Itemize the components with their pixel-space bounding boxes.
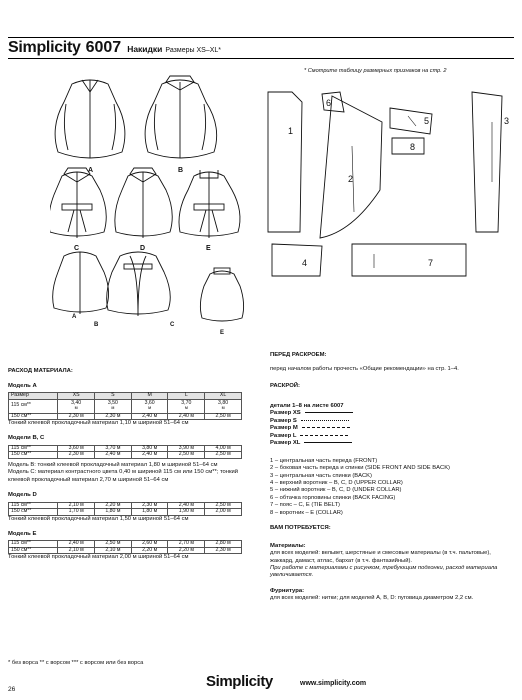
cell: 3,60 м (58, 445, 95, 451)
list-item: 3 – центральная часть спинки (BACK) (270, 472, 372, 479)
piece-num-8: 8 (410, 142, 416, 152)
page-header (8, 37, 514, 59)
view-a-drawing (55, 80, 125, 158)
list-item: 7 – пояс – C, E (TIE BELT) (270, 502, 340, 509)
cell: 2,50 м (205, 452, 242, 458)
size-legend-xl (270, 440, 514, 448)
col-size: Размер (9, 393, 58, 399)
need-title: ВАМ ПОТРЕБУЕТСЯ: (270, 525, 331, 532)
cell: 2,40 м (168, 413, 205, 419)
piece-num-6: 6 (326, 98, 332, 108)
cell (205, 399, 242, 413)
cell: 2,40 м (168, 502, 205, 508)
instructions-section (270, 352, 514, 603)
cell: 4,00 м (205, 445, 242, 451)
before-text: перед началом работы прочесть «Общие рекомендации» на стр. 1–4. (270, 365, 459, 372)
view-d-drawing (115, 168, 172, 238)
model-a-note: Тонкий клеевой прокладочный материал 1,10 м шириной 51–64 см (8, 420, 189, 426)
view-label-d: D (140, 245, 146, 252)
piece-num-2: 2 (348, 174, 354, 184)
cell: 2,50 м (168, 452, 205, 458)
cell: 2,20 м (95, 502, 132, 508)
notions-text: для всех моделей: нитки; для моделей А, B, D: пуговица диаметром 2,2 см. (270, 595, 474, 602)
model-b-note: Модель B: тонкий клеевой прокладочный материал 1,80 м шириной 51–64 см (8, 461, 218, 468)
row-width: 115 см** (9, 502, 58, 508)
cell: 2,10 м (58, 547, 95, 553)
cutting-title: РАСКРОЙ: (270, 382, 300, 389)
view-c-drawing (50, 168, 106, 238)
cell: 3,70 м (95, 445, 132, 451)
cell: 1,90 м (168, 509, 205, 515)
piece-num-4: 4 (302, 258, 308, 268)
piece-7 (352, 244, 466, 276)
model-d-label: Модель D (8, 492, 37, 499)
size-legend-label: Размер S (270, 417, 297, 424)
piece-num-1: 1 (288, 126, 294, 136)
model-c-note: Модель C: материал контрастного цвета 0,40 м шириной 115 см или 150 см**; тонкий клеевой прокладочный материал 2,70 м шириной 51–64 см (8, 469, 238, 483)
size-legend-label: Размер XL (270, 440, 301, 447)
line-solid (304, 442, 352, 443)
cell: 2,20 м (168, 547, 205, 553)
model-d-table (8, 502, 242, 516)
cell-value: 3,60 (144, 400, 155, 406)
pattern-number: 6007 (85, 39, 122, 56)
cell: 2,50 м (95, 541, 132, 547)
row-width: 150 см** (9, 452, 58, 458)
notions-title: Фурнитура: (270, 587, 305, 594)
garment-views (50, 72, 250, 354)
cell-value: 3,70 (181, 400, 192, 406)
back-label-b: B (94, 322, 99, 328)
cell (131, 399, 168, 413)
materials-italic-note: При работе с материалами с рисунком, требующим подгонки, расход материала увеличивается. (270, 564, 498, 579)
cell: 3,80 м (131, 445, 168, 451)
brand-name: Simplicity (8, 39, 81, 56)
cell: 2,00 м (205, 509, 242, 515)
model-e-label: Модель E (8, 530, 37, 537)
cell: 2,30 м (131, 502, 168, 508)
table-row (9, 452, 242, 458)
model-bc-label: Модели B, C (8, 435, 45, 442)
size-legend-label: Размер L (270, 432, 297, 439)
piece-3 (472, 92, 502, 232)
cell: 2,70 м (168, 541, 205, 547)
view-label-a: A (88, 167, 94, 174)
list-item: 2 – боковая часть переда и спинки (SIDE FRONT AND SIDE BACK) (270, 465, 450, 472)
table-row (9, 413, 242, 419)
cell: 2,10 м (58, 502, 95, 508)
cell: 2,10 м (95, 547, 132, 553)
list-item: 6 – обтачка горловины спинки (BACK FACING) (270, 494, 396, 501)
cell: 2,20 м (131, 547, 168, 553)
cell: 2,30 м (58, 413, 95, 419)
fabric-section (8, 368, 246, 562)
cell: 2,30 м (58, 452, 95, 458)
size-legend-m (270, 425, 514, 433)
cell-unit: м (111, 405, 115, 411)
pieces-list (270, 458, 514, 517)
row-width: 115 см** (9, 445, 58, 451)
col-l: L (168, 393, 205, 399)
size-legend-l (270, 433, 514, 441)
cell: 1,80 м (95, 509, 132, 515)
cell: 2,30 м (205, 547, 242, 553)
footer-url[interactable]: www.simplicity.com (300, 680, 367, 687)
list-item: 1 – центральная часть переда (FRONT) (270, 457, 378, 464)
model-a-table (8, 392, 242, 420)
cell: 1,70 м (58, 509, 95, 515)
fabric-title: РАСХОД МАТЕРИАЛА: (8, 368, 73, 374)
line-dash-dot (302, 427, 350, 428)
row-width: 115 см** (9, 541, 58, 547)
table-row (9, 509, 242, 515)
table-row (9, 547, 242, 553)
model-bc-table (8, 445, 242, 459)
cell: 2,40 м (95, 452, 132, 458)
model-d-note: Тонкий клеевой прокладочный материал 1,50 м шириной 51–64 см (8, 515, 189, 522)
cell: 2,40 м (58, 541, 95, 547)
col-xs: XS (58, 393, 95, 399)
size-legend-xs (270, 410, 514, 418)
cell-value: 3,40 (71, 400, 82, 406)
pattern-title: Накидки (127, 44, 163, 54)
cell-value: 3,80 (218, 400, 229, 406)
size-legend-label: Размер M (270, 425, 298, 432)
cell (95, 399, 132, 413)
cell (58, 399, 95, 413)
piece-4 (272, 244, 322, 276)
piece-num-7: 7 (428, 258, 434, 268)
cell-unit: м (184, 405, 188, 411)
cell (168, 399, 205, 413)
back-label-e: E (220, 330, 225, 336)
size-legend-s (270, 418, 514, 426)
list-item: 8 – воротник – E (COLLAR) (270, 509, 343, 516)
piece-num-5: 5 (424, 116, 430, 126)
piece-1 (268, 92, 302, 232)
before-title: ПЕРЕД РАСКРОЕМ: (270, 352, 327, 358)
cell: 2,40 м (131, 452, 168, 458)
back-label-a: A (72, 314, 77, 320)
cell: 2,80 м (205, 541, 242, 547)
col-m: M (131, 393, 168, 399)
view-b-drawing (145, 76, 217, 158)
back-label-c: C (170, 322, 175, 328)
list-item: 4 – верхний воротник – B, C, D (UPPER COLLAR) (270, 480, 403, 486)
cell-unit: м (148, 405, 152, 411)
pattern-pieces (262, 82, 514, 292)
pattern-sizes: Размеры XS–XL* (165, 47, 221, 54)
view-e-drawing (179, 170, 240, 238)
view-label-c: C (74, 245, 80, 252)
cell-unit: м (221, 405, 225, 411)
view-label-b: B (178, 167, 184, 174)
row-width: 150 см** (9, 413, 58, 419)
piece-2 (320, 96, 382, 238)
cell-unit: м (74, 405, 78, 411)
model-a-label: Модель А (8, 382, 37, 389)
row-width: 115 см** (9, 399, 58, 413)
cell: 2,40 м (131, 413, 168, 419)
row-width: 150 см** (9, 509, 58, 515)
footer-logo: Simplicity (206, 673, 273, 690)
cell-value: 3,50 (107, 400, 118, 406)
row-width: 150 см** (9, 547, 58, 553)
cell: 2,50 м (205, 413, 242, 419)
cell: 2,60 м (131, 541, 168, 547)
cell: 1,80 м (131, 509, 168, 515)
size-legend-label: Размер XS (270, 410, 301, 417)
list-item: 5 – нижний воротник – B, C, D (UNDER COLLAR) (270, 487, 402, 494)
piece-num-3: 3 (504, 116, 510, 126)
line-dashed (300, 435, 348, 436)
cutting-pieces-title: детали 1–8 на листе 6007 (270, 402, 344, 409)
line-solid (305, 412, 353, 413)
view-label-e: E (206, 245, 211, 252)
cell: 2,30 м (95, 413, 132, 419)
line-dotted (301, 420, 349, 421)
cell: 3,90 м (168, 445, 205, 451)
fabric-footnote: * без ворса ** с ворсом *** с ворсом или без ворса (8, 660, 144, 666)
table-row (9, 399, 242, 413)
model-e-table (8, 540, 242, 554)
size-chart-note: * Смотрите таблицу размерных признаков на стр. 2 (304, 68, 447, 74)
model-e-note: Тонкий клеевой прокладочный материал 2,00 м шириной 51–64 см (8, 554, 189, 561)
materials-text: для всех моделей: вельвет, шерстяные и смесовые материалы (в т.ч. пальтовые), жаккард, дамаст, атлас, бархат (в т.ч. фантазийный). (270, 550, 491, 564)
col-xl: XL (205, 393, 242, 399)
piece-8 (392, 138, 424, 154)
cell: 2,50 м (205, 502, 242, 508)
materials-title: Материалы: (270, 542, 306, 549)
back-views-drawing (53, 252, 244, 321)
page-number: 26 (8, 686, 16, 693)
col-s: S (95, 393, 132, 399)
